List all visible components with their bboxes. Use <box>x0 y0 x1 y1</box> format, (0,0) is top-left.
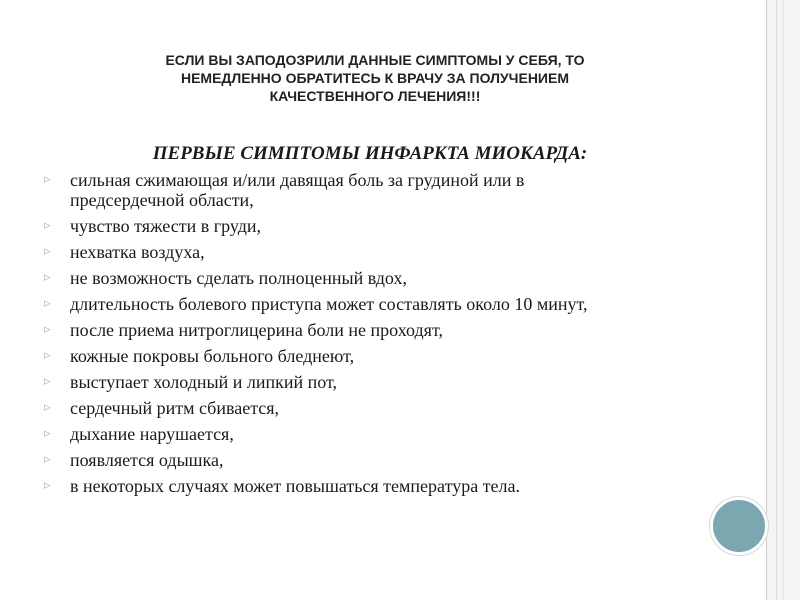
triangle-bullet-icon: ▹ <box>44 270 51 285</box>
symptom-text: не возможность сделать полноценный вдох, <box>70 268 407 288</box>
symptoms-list <box>40 170 600 502</box>
triangle-bullet-icon: ▹ <box>44 400 51 415</box>
triangle-bullet-icon: ▹ <box>44 348 51 363</box>
symptom-text: в некоторых случаях может повышаться температура тела. <box>70 476 521 496</box>
symptom-item <box>40 346 600 366</box>
symptom-text: сердечный ритм сбивается, <box>70 398 280 418</box>
symptom-item <box>40 242 600 262</box>
triangle-bullet-icon: ▹ <box>44 172 51 187</box>
symptoms-heading: ПЕРВЫЕ СИМПТОМЫ ИНФАРКТА МИОКАРДА: <box>152 143 588 164</box>
warning-text <box>60 51 690 105</box>
symptom-item <box>40 268 600 288</box>
triangle-bullet-icon: ▹ <box>44 374 51 389</box>
symptom-item <box>40 450 600 470</box>
triangle-bullet-icon: ▹ <box>44 218 51 233</box>
symptom-item <box>40 398 600 418</box>
decorative-circle-icon <box>710 497 768 555</box>
symptom-item <box>40 372 600 392</box>
triangle-bullet-icon: ▹ <box>44 426 51 441</box>
symptom-text: длительность болевого приступа может составлять около 10 минут, <box>70 294 588 314</box>
symptom-text: дыхание нарушается, <box>70 424 234 444</box>
warning-line: КАЧЕСТВЕННОГО ЛЕЧЕНИЯ!!! <box>269 88 481 104</box>
frame-line <box>783 0 784 600</box>
symptom-text: после приема нитроглицерина боли не проходят, <box>70 320 443 340</box>
symptom-item <box>40 216 600 236</box>
triangle-bullet-icon: ▹ <box>44 296 51 311</box>
symptom-text: появляется одышка, <box>70 450 224 470</box>
symptom-item <box>40 170 600 210</box>
symptom-text: выступает холодный и липкий пот, <box>70 372 338 392</box>
symptom-item <box>40 320 600 340</box>
symptom-text: нехватка воздуха, <box>70 242 205 262</box>
frame-line <box>776 0 777 600</box>
symptom-item <box>40 424 600 444</box>
symptom-item <box>40 294 600 314</box>
symptom-text: чувство тяжести в груди, <box>70 216 262 236</box>
warning-line: НЕМЕДЛЕННО ОБРАТИТЕСЬ К ВРАЧУ ЗА ПОЛУЧЕНИЕМ <box>180 70 569 86</box>
symptom-text: кожные покровы больного бледнеют, <box>70 346 355 366</box>
triangle-bullet-icon: ▹ <box>44 244 51 259</box>
symptom-item <box>40 476 600 496</box>
triangle-bullet-icon: ▹ <box>44 452 51 467</box>
warning-line: ЕСЛИ ВЫ ЗАПОДОЗРИЛИ ДАННЫЕ СИМПТОМЫ У СЕБЯ, ТО <box>165 52 585 68</box>
frame-line <box>766 0 767 600</box>
symptom-text: сильная сжимающая и/или давящая боль за грудиной или в предсердечной области, <box>70 170 525 210</box>
triangle-bullet-icon: ▹ <box>44 478 51 493</box>
triangle-bullet-icon: ▹ <box>44 322 51 337</box>
